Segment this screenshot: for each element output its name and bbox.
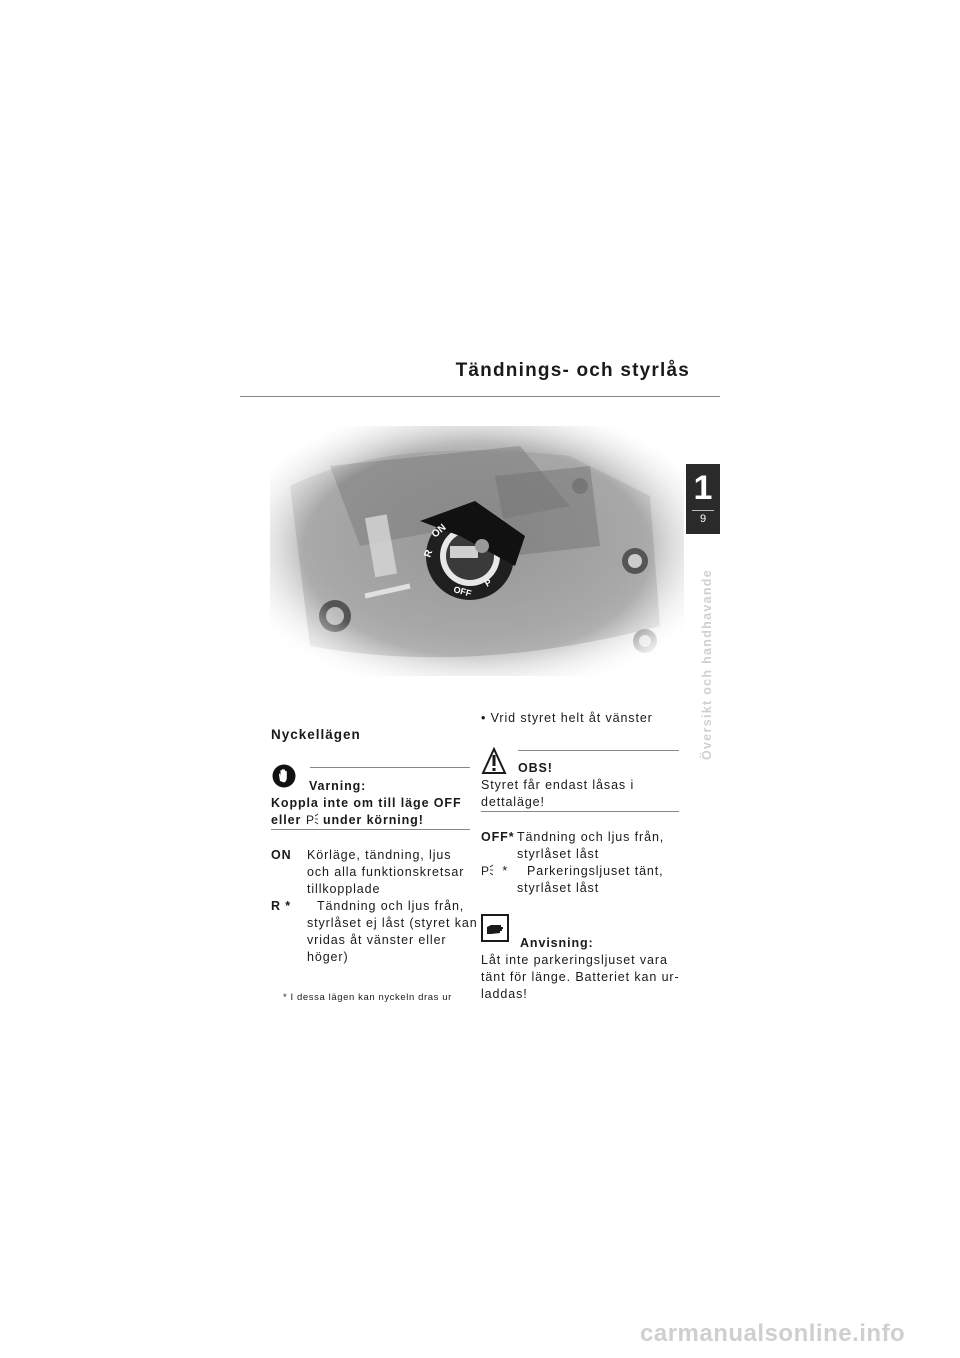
mode-r-line-2: styrlåset ej låst (styret kan xyxy=(307,916,478,930)
warning-title: Varning: xyxy=(309,779,367,793)
note-hand-icon xyxy=(481,914,509,942)
svg-text:P: P xyxy=(481,864,490,877)
mode-r-line-4: höger) xyxy=(307,950,349,964)
warning-line-2b: under körning! xyxy=(322,813,424,827)
caution-exclamation-icon xyxy=(481,747,507,775)
obs-line-1: Styret får endast låsas i xyxy=(481,778,635,792)
mode-off-desc xyxy=(517,829,664,863)
watermark: carmanualsonline.info xyxy=(640,1320,906,1347)
note-line-2: tänt för länge. Batteriet kan ur- xyxy=(481,970,680,984)
mode-on-key: ON xyxy=(271,848,292,862)
instruction-bullet: • Vrid styret helt åt vänster xyxy=(481,711,653,725)
header-rule xyxy=(240,396,720,397)
mode-parking-line-1: Parkeringsljuset tänt, xyxy=(527,864,664,878)
warning-line-1: Koppla inte om till läge OFF xyxy=(271,796,462,810)
mode-off-line-1: Tändning och ljus från, xyxy=(517,830,665,844)
mode-r-desc-cont xyxy=(307,915,478,966)
mode-parking-asterisk: * xyxy=(502,864,509,878)
mode-on-desc xyxy=(307,847,464,898)
section-heading: Nyckellägen xyxy=(271,727,361,742)
svg-text:P: P xyxy=(305,813,315,826)
obs-title: OBS! xyxy=(518,761,553,775)
ignition-photo xyxy=(270,426,684,676)
mode-on-line-2: och alla funktionskretsar xyxy=(307,865,465,879)
parking-light-icon xyxy=(306,812,319,826)
mode-r xyxy=(271,898,486,970)
mode-r-line-3: vridas åt vänster eller xyxy=(307,933,447,947)
mode-parking xyxy=(481,863,681,899)
chapter-tab xyxy=(686,464,720,534)
warning-line-2 xyxy=(271,812,481,829)
mode-r-line-1: Tändning och ljus från, xyxy=(317,899,465,913)
mode-parking-desc-cont xyxy=(517,880,599,897)
mode-r-key: R * xyxy=(271,899,292,913)
parking-light-icon xyxy=(481,863,494,877)
mode-parking-line-2: styrlåset låst xyxy=(517,881,600,895)
note-line-1: Låt inte parkeringsljuset vara xyxy=(481,953,668,967)
mode-off-key: OFF* xyxy=(481,830,515,844)
mode-off-line-2: styrlåset låst xyxy=(517,847,600,861)
side-chapter-label: Översikt och handhavande xyxy=(700,569,714,760)
obs-top-rule xyxy=(518,750,679,751)
page-number: 9 xyxy=(699,513,707,525)
obs-line-2: dettaläge! xyxy=(481,795,545,809)
mode-off xyxy=(481,829,681,865)
footnote: * I dessa lägen kan nyckeln dras ur xyxy=(283,992,452,1003)
chapter-number: 1 xyxy=(693,469,713,507)
mode-r-desc xyxy=(317,898,464,915)
warning-hand-icon xyxy=(272,764,296,788)
obs-bottom-rule xyxy=(481,811,679,812)
note-line-3: laddas! xyxy=(481,987,528,1001)
warning-top-rule xyxy=(310,767,470,768)
note-title: Anvisning: xyxy=(520,936,594,950)
warning-bottom-rule xyxy=(271,829,470,830)
mode-on-line-1: Körläge, tändning, ljus xyxy=(307,848,452,862)
page-title: Tändnings- och styrlås xyxy=(455,360,690,381)
mode-parking-desc xyxy=(527,863,664,880)
mode-parking-key xyxy=(481,863,508,880)
mode-on-line-3: tillkopplade xyxy=(307,882,381,896)
warning-line-2a: eller xyxy=(271,813,302,827)
